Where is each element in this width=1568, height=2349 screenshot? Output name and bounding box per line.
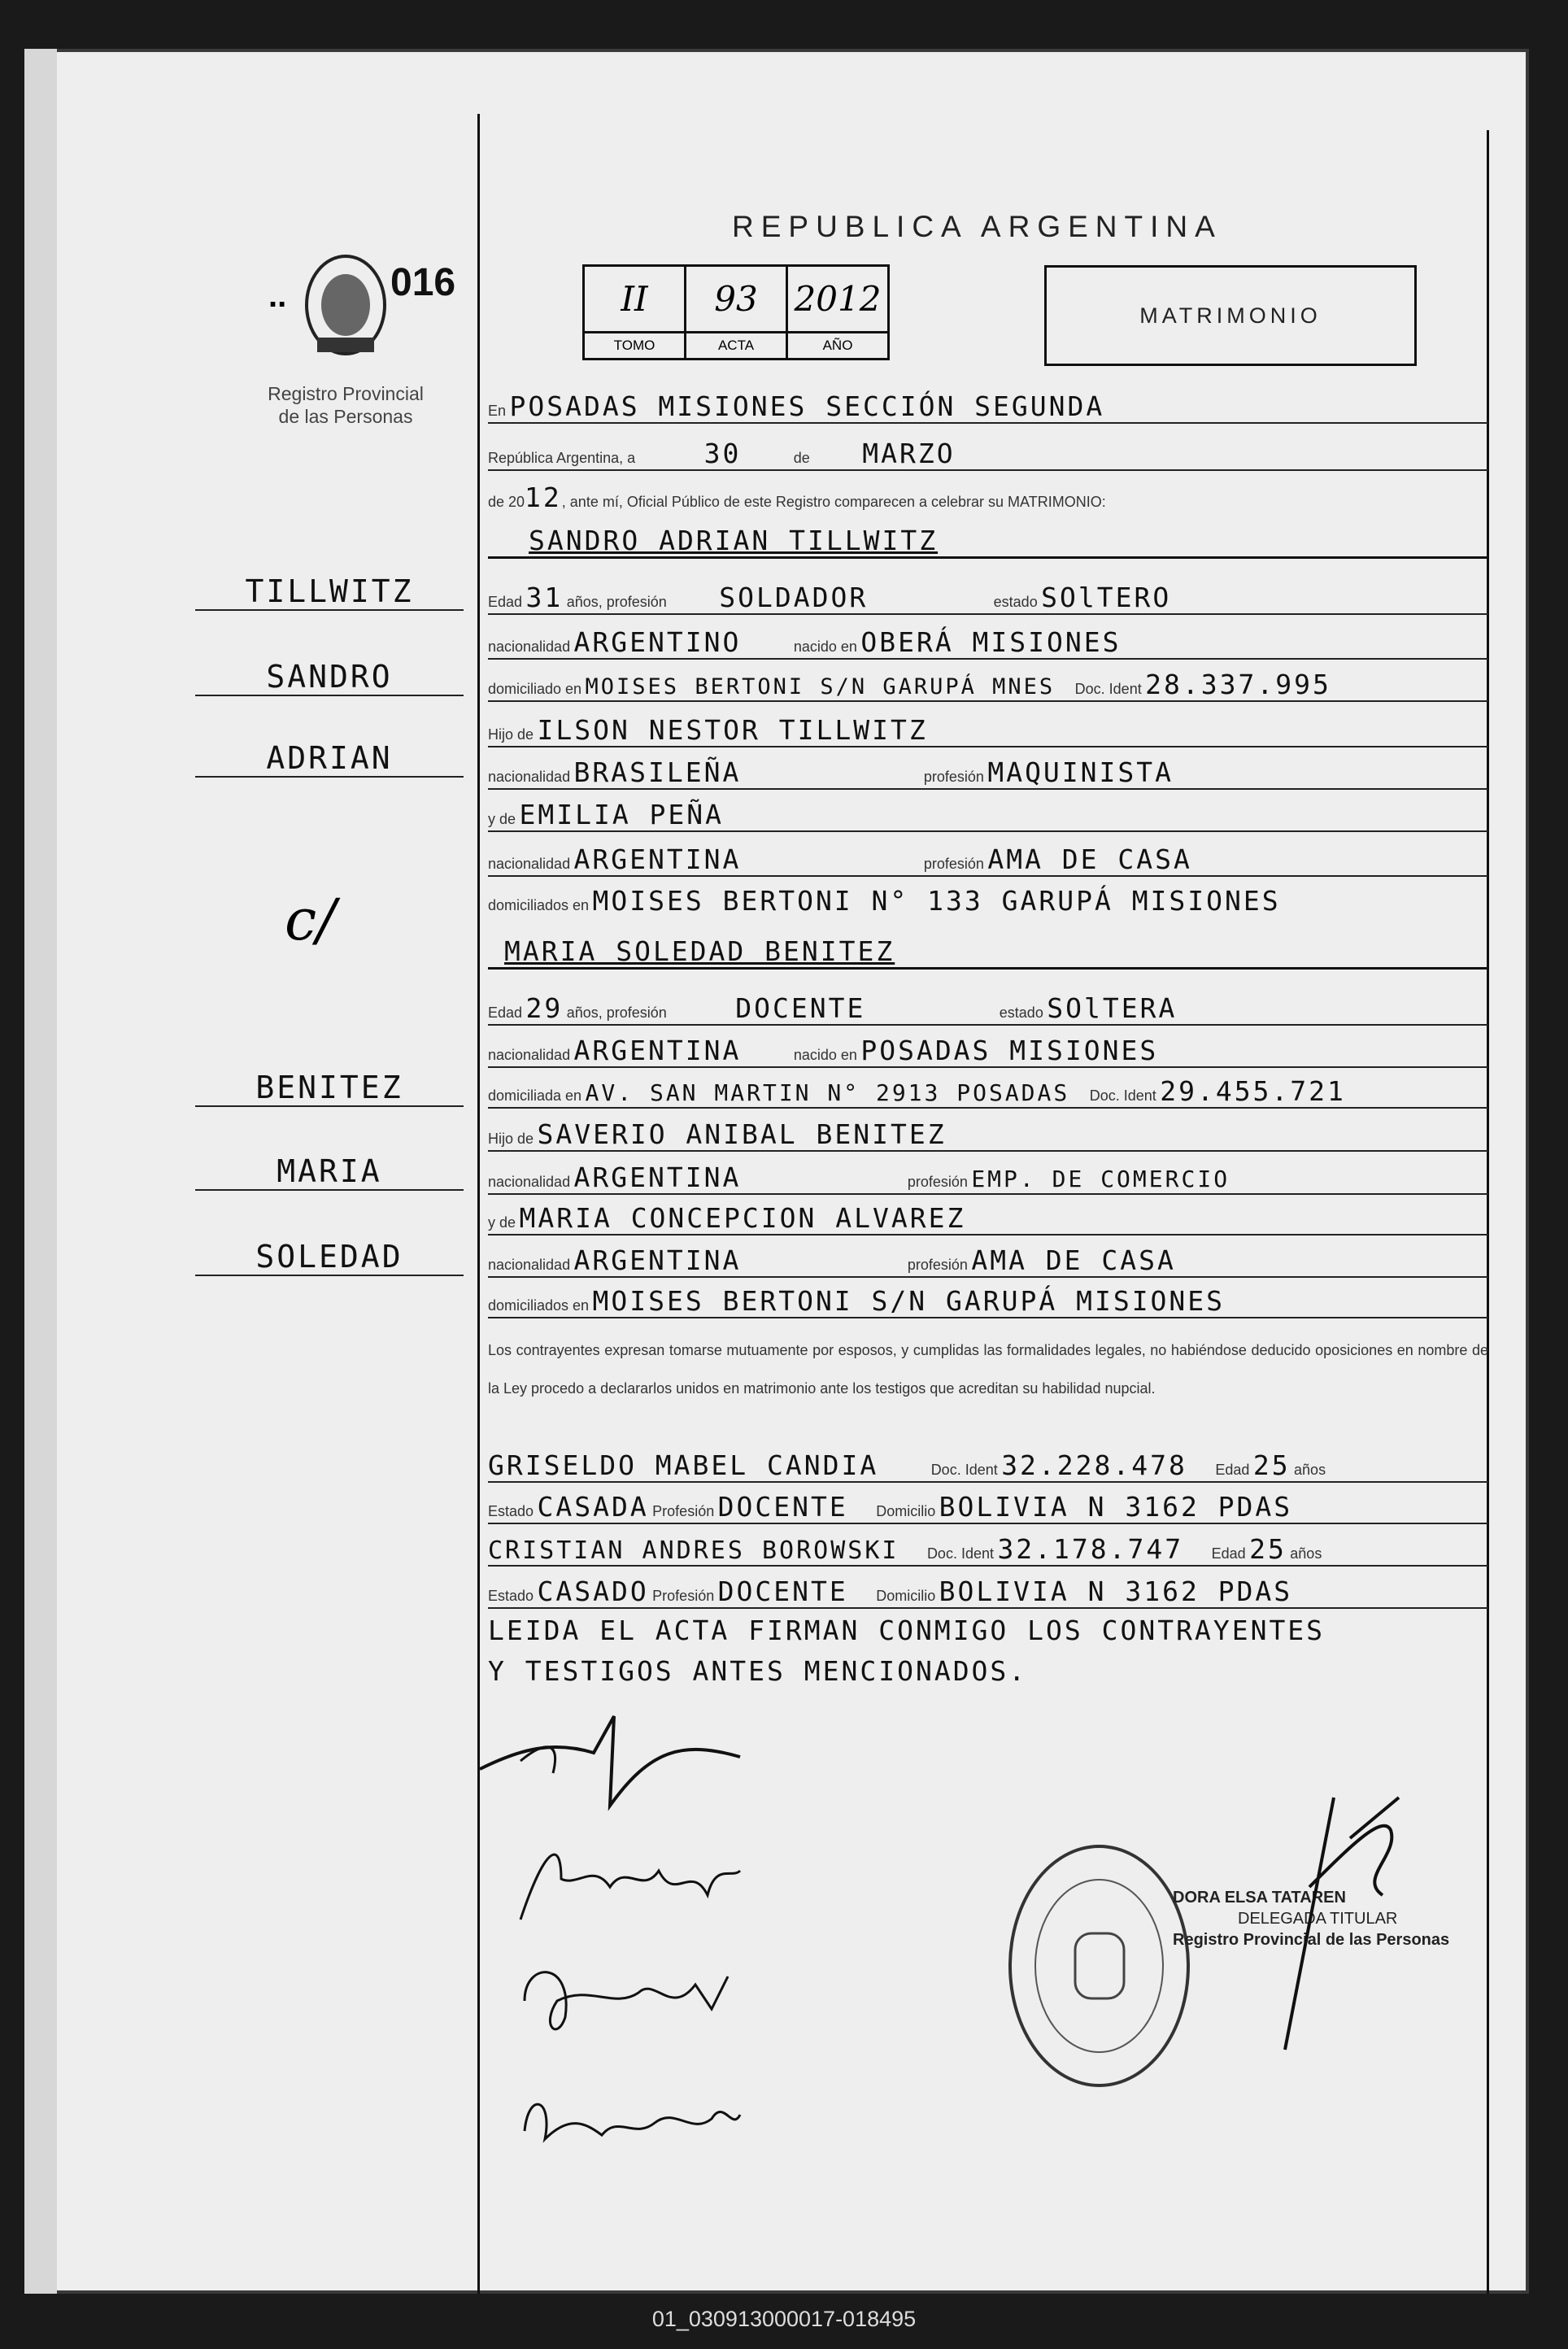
- groom-anos-label: años, profesión: [566, 594, 667, 610]
- groom-mother-label: y de: [488, 811, 516, 827]
- official-office: Registro Provincial de las Personas: [1173, 1931, 1450, 1949]
- margin-bride-first-text: MARIA: [277, 1153, 382, 1189]
- groom-doc-number: 28.337.995: [1145, 669, 1331, 700]
- place-row: [488, 390, 1488, 424]
- bride-father-nat-row: [488, 1161, 1488, 1195]
- tomo-cell: [585, 267, 686, 358]
- bride-edad-label: Edad: [488, 1005, 523, 1021]
- groom-name: SANDRO ADRIAN TILLWITZ: [529, 525, 939, 556]
- groom-age: 31: [525, 582, 564, 613]
- seal-emblem-icon: [1071, 1929, 1128, 2003]
- closing-line1: LEIDA EL ACTA FIRMAN CONMIGO LOS CONTRAYENTES: [488, 1615, 1326, 1646]
- groom-mother-name: EMILIA PEÑA: [519, 799, 725, 830]
- legal-text: Los contrayentes expresan tomarse mutuamente por esposos, y cumplidas las formalidades legales, no habiéndose deducido oposiciones en nombre de la Ley procedo a declararlos unidos en matrimonio ante los testigos que acreditan su habilidad nupcial.: [488, 1342, 1488, 1397]
- margin-bride-surname-text: BENITEZ: [255, 1070, 403, 1105]
- margin-groom-first: [195, 659, 464, 696]
- header-title: REPUBLICA ARGENTINA: [732, 210, 1222, 243]
- groom-estado-label: estado: [993, 594, 1038, 610]
- witness1-prof-label: Profesión: [652, 1503, 715, 1519]
- bride-nat-row: [488, 1035, 1488, 1068]
- groom-parents-dom-label: domiciliados en: [488, 897, 590, 913]
- witness2-signature: [512, 2066, 748, 2164]
- groom-age-row: [488, 582, 1488, 615]
- bride-anos-label: años, profesión: [566, 1005, 667, 1021]
- official-name: DORA ELSA TATAREN: [1173, 1889, 1346, 1907]
- groom-signature: [472, 1692, 748, 1814]
- groom-edad-label: Edad: [488, 594, 523, 610]
- witness1-doc: 32.228.478: [1001, 1449, 1187, 1481]
- document-type-box: MATRIMONIO: [1044, 265, 1417, 366]
- margin-bride-middle: [195, 1239, 464, 1276]
- witness1-doc-label: Doc. Ident: [930, 1462, 998, 1478]
- witness1-signature: [508, 1944, 744, 2050]
- witness2-doc: 32.178.747: [997, 1533, 1184, 1565]
- date-row: [488, 438, 1488, 471]
- groom-mother-profession: AMA DE CASA: [987, 843, 1192, 875]
- bride-mother-nat-row: [488, 1244, 1488, 1278]
- bride-mother-prof-label: profesión: [907, 1257, 968, 1273]
- bride-address: AV. SAN MARTIN N° 2913 POSADAS: [585, 1079, 1070, 1106]
- groom-father-nationality: BRASILEÑA: [573, 756, 742, 788]
- bride-father-label: Hijo de: [488, 1131, 534, 1147]
- bride-age-row: [488, 992, 1488, 1026]
- bride-mother-nac-label: nacionalidad: [488, 1257, 571, 1273]
- witness2-anos-label: años: [1290, 1545, 1322, 1562]
- witness2-estado-label: Estado: [488, 1588, 534, 1604]
- groom-nac-label: nacionalidad: [488, 638, 571, 655]
- registry-caption-line1: Registro Provincial: [268, 383, 424, 404]
- de-label: de: [793, 450, 810, 466]
- date-text: , ante mí, Oficial Público de este Registro comparecen a celebrar su MATRIMONIO:: [561, 494, 1106, 510]
- witness2-prof: DOCENTE: [717, 1575, 848, 1607]
- entry-number: 016: [390, 261, 456, 304]
- closing-row-1: [488, 1615, 1488, 1646]
- groom-father-nat-row: [488, 756, 1488, 790]
- year-row: [488, 482, 1488, 513]
- margin-bride-first: [195, 1153, 464, 1191]
- bride-mother-profession: AMA DE CASA: [971, 1244, 1176, 1276]
- bride-birthplace: POSADAS MISIONES: [860, 1035, 1159, 1066]
- bride-father-row: [488, 1118, 1488, 1152]
- groom-nat-row: [488, 626, 1488, 660]
- margin-bride-middle-text: SOLEDAD: [255, 1239, 403, 1275]
- anio-cell: [788, 267, 887, 358]
- groom-father-nac-label: nacionalidad: [488, 769, 571, 785]
- bride-name-row: [488, 935, 1488, 970]
- acta-label: ACTA: [686, 331, 786, 358]
- date-day: 30: [703, 438, 742, 469]
- groom-birthplace: OBERÁ MISIONES: [860, 626, 1122, 658]
- witness1-anos-label: años: [1294, 1462, 1326, 1478]
- tomo-value: II: [621, 279, 648, 319]
- anio-value: 2012: [794, 279, 882, 319]
- bride-father-profession: EMP. DE COMERCIO: [971, 1166, 1230, 1192]
- en-label: En: [488, 403, 507, 419]
- witness2-prof-label: Profesión: [652, 1588, 715, 1604]
- witness2-dom: BOLIVIA N 3162 PDAS: [939, 1575, 1293, 1607]
- bride-mother-label: y de: [488, 1214, 516, 1231]
- witness2-age: 25: [1249, 1533, 1287, 1565]
- groom-mother-row: [488, 799, 1488, 832]
- left-margin-rule: [477, 114, 480, 2294]
- margin-bride-surname: [195, 1070, 464, 1107]
- entry-prefix: ..: [268, 278, 287, 314]
- groom-mother-nat-row: [488, 843, 1488, 877]
- witness1-estado: CASADA: [537, 1491, 649, 1523]
- margin-conjunction: c/: [285, 887, 336, 953]
- groom-civil-status: SOlTERO: [1041, 582, 1172, 613]
- groom-name-row: [488, 525, 1488, 559]
- bride-mother-row: [488, 1202, 1488, 1236]
- volume-box: [582, 264, 890, 360]
- bride-doc-number: 29.455.721: [1160, 1075, 1346, 1107]
- bride-parents-dom-row: [488, 1285, 1488, 1318]
- closing-row-2: [488, 1655, 1488, 1687]
- witness2-edad-label: Edad: [1211, 1545, 1246, 1562]
- bride-nac-label: nacionalidad: [488, 1047, 571, 1063]
- bride-father-nationality: ARGENTINA: [573, 1161, 742, 1193]
- groom-mother-nationality: ARGENTINA: [573, 843, 742, 875]
- witness1-edad-label: Edad: [1215, 1462, 1250, 1478]
- coat-of-arms-icon: [297, 248, 394, 362]
- date-month: MARZO: [862, 438, 956, 469]
- bride-father-prof-label: profesión: [907, 1174, 968, 1190]
- witness1-dom-label: Domicilio: [876, 1503, 936, 1519]
- anio-label: AÑO: [788, 331, 887, 358]
- groom-father-label: Hijo de: [488, 726, 534, 743]
- groom-address: MOISES BERTONI S/N GARUPÁ MNES: [585, 674, 1056, 699]
- margin-groom-middle-text: ADRIAN: [266, 740, 393, 776]
- groom-dom-label: domiciliado en: [488, 681, 582, 697]
- registry-caption-line2: de las Personas: [278, 406, 413, 427]
- groom-nacido-label: nacido en: [793, 638, 857, 655]
- witness1-detail-row: [488, 1491, 1488, 1524]
- groom-mother-nac-label: nacionalidad: [488, 856, 571, 872]
- groom-dom-row: [488, 669, 1488, 702]
- witness2-row: [488, 1533, 1488, 1567]
- witness2-name: CRISTIAN ANDRES BOROWSKI: [488, 1536, 899, 1565]
- bride-mother-nationality: ARGENTINA: [573, 1244, 742, 1276]
- margin-groom-surname: [195, 573, 464, 611]
- bride-civil-status: SOlTERA: [1047, 992, 1178, 1024]
- acta-cell: [686, 267, 788, 358]
- witness1-row: [488, 1449, 1488, 1483]
- bride-father-nac-label: nacionalidad: [488, 1174, 571, 1190]
- groom-mother-prof-label: profesión: [923, 856, 984, 872]
- bride-profession: DOCENTE: [735, 992, 866, 1024]
- place-value: POSADAS MISIONES SECCIÓN SEGUNDA: [509, 390, 1105, 422]
- official-role: DELEGADA TITULAR: [1238, 1910, 1398, 1928]
- bride-mother-name: MARIA CONCEPCION ALVAREZ: [519, 1202, 966, 1234]
- bride-father-name: SAVERIO ANIBAL BENITEZ: [537, 1118, 947, 1150]
- groom-father-profession: MAQUINISTA: [987, 756, 1174, 788]
- bride-doc-label: Doc. Ident: [1089, 1087, 1156, 1104]
- witness1-estado-label: Estado: [488, 1503, 534, 1519]
- margin-groom-first-text: SANDRO: [266, 659, 393, 695]
- witness2-dom-label: Domicilio: [876, 1588, 936, 1604]
- groom-father-prof-label: profesión: [923, 769, 984, 785]
- official-signature: [1261, 1781, 1423, 2058]
- groom-parents-dom-row: [488, 885, 1488, 917]
- witness1-prof: DOCENTE: [717, 1491, 848, 1523]
- page-binding: [24, 49, 57, 2294]
- groom-profession: SOLDADOR: [719, 582, 869, 613]
- bride-nationality: ARGENTINA: [573, 1035, 742, 1066]
- acta-value: 93: [714, 279, 758, 319]
- margin-groom-middle: [195, 740, 464, 778]
- bride-dom-label: domiciliada en: [488, 1087, 582, 1104]
- witness1-age: 25: [1252, 1449, 1291, 1481]
- bride-estado-label: estado: [999, 1005, 1043, 1021]
- bride-parents-address: MOISES BERTONI S/N GARUPÁ MISIONES: [592, 1285, 1226, 1317]
- bride-age: 29: [525, 992, 564, 1024]
- seal-inner: [1034, 1879, 1164, 2053]
- republic-label: República Argentina, a: [488, 450, 636, 466]
- bride-signature: [512, 1830, 748, 1936]
- image-filename: 01_030913000017-018495: [651, 2307, 917, 2331]
- bride-dom-row: [488, 1075, 1488, 1109]
- tomo-label: TOMO: [585, 331, 684, 358]
- year-suffix: 12: [525, 482, 562, 513]
- witness1-dom: BOLIVIA N 3162 PDAS: [939, 1491, 1293, 1523]
- bride-parents-dom-label: domiciliados en: [488, 1297, 590, 1314]
- witness2-doc-label: Doc. Ident: [926, 1545, 994, 1562]
- groom-parents-address: MOISES BERTONI N° 133 GARUPÁ MISIONES: [592, 885, 1281, 917]
- groom-nationality: ARGENTINO: [573, 626, 742, 658]
- bride-nacido-label: nacido en: [793, 1047, 857, 1063]
- groom-father-name: ILSON NESTOR TILLWITZ: [537, 714, 928, 746]
- official-seal: [1008, 1845, 1190, 2087]
- groom-doc-label: Doc. Ident: [1074, 681, 1142, 697]
- year-prefix: de 20: [488, 494, 525, 510]
- witness1-name: GRISELDO MABEL CANDIA: [488, 1449, 879, 1481]
- closing-line2: Y TESTIGOS ANTES MENCIONADOS.: [488, 1655, 1028, 1687]
- registry-caption: [244, 382, 447, 428]
- witness2-estado: CASADO: [537, 1575, 649, 1607]
- groom-father-row: [488, 714, 1488, 747]
- bride-name: MARIA SOLEDAD BENITEZ: [504, 935, 895, 967]
- margin-groom-surname-text: TILLWITZ: [245, 573, 414, 609]
- witness2-detail-row: [488, 1575, 1488, 1609]
